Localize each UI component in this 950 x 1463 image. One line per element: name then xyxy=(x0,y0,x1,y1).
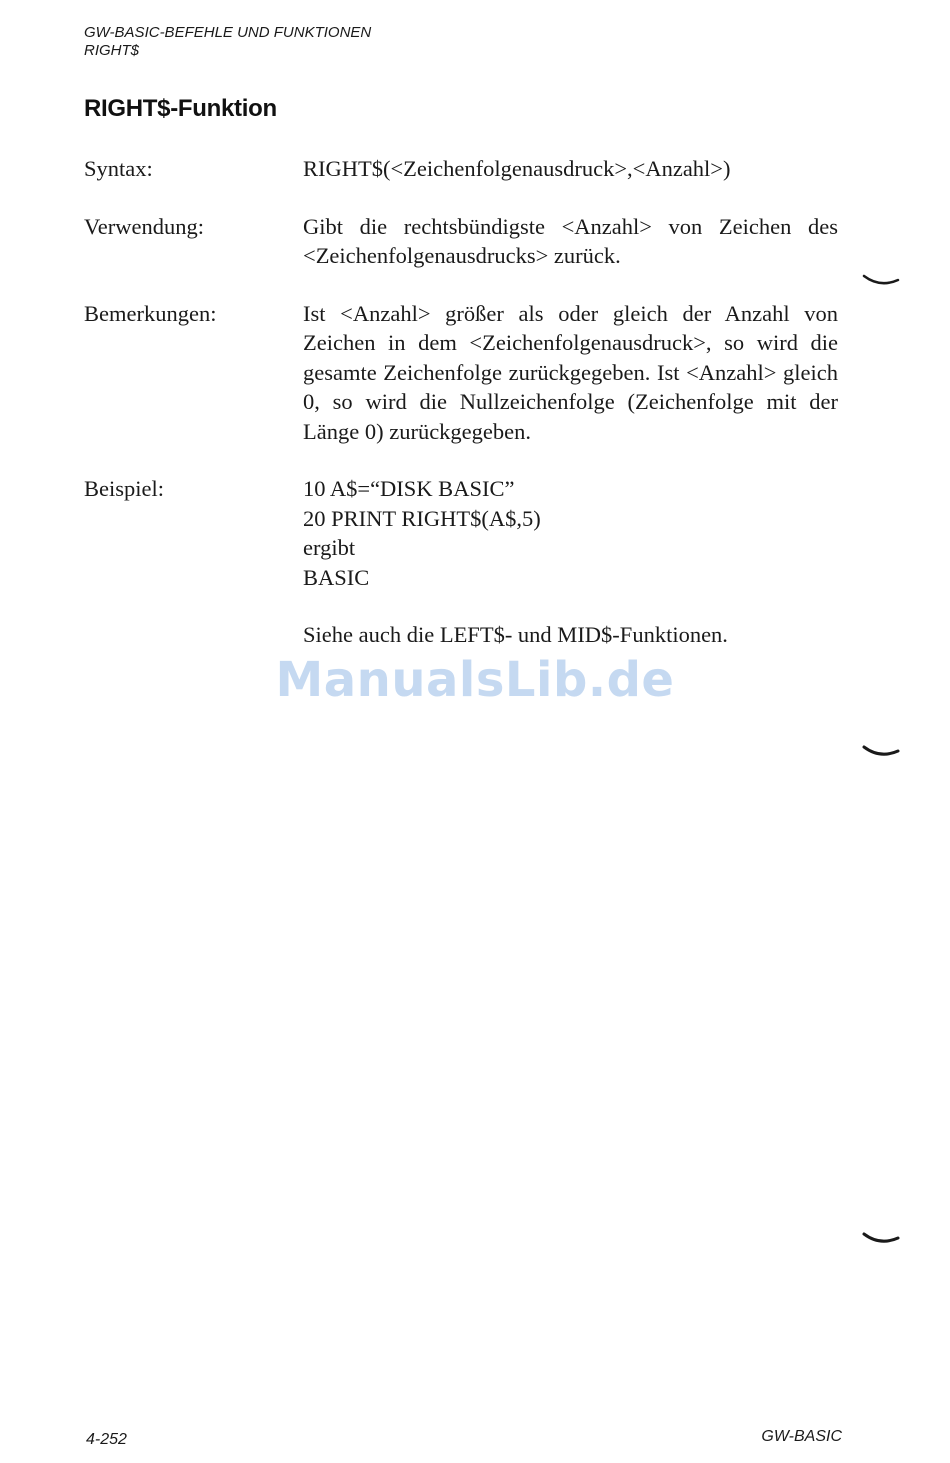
header-chapter: GW-BASIC-BEFEHLE UND FUNKTIONEN xyxy=(84,24,372,41)
entry-verwendung xyxy=(84,212,838,271)
entry-beispiel xyxy=(84,474,838,592)
entry-text-bemerkungen: Ist <Anzahl> größer als oder gleich der Anzahl von Zeichen in dem <Zeichenfolgenausdruck>, so wird die gesamte Zeichenfolge zurückgegeben. Ist <Anzahl> gleich 0, so wird die Nullzeichenfolge (Zeichenfolge mit der Länge 0) zurückgegeben. xyxy=(303,300,838,444)
entry-list xyxy=(84,154,838,650)
page-number: 4-252 xyxy=(86,1431,127,1448)
entry-label-syntax: Syntax: xyxy=(84,156,153,181)
page-title: RIGHT$-Funktion xyxy=(84,95,277,122)
entry-syntax xyxy=(84,154,838,184)
code-line: ergibt xyxy=(303,535,356,560)
running-header xyxy=(84,24,371,60)
entry-label-beispiel: Beispiel: xyxy=(84,476,164,501)
code-line: 20 PRINT RIGHT$(A$,5) xyxy=(303,505,541,531)
footer-product: GW-BASIC xyxy=(761,1428,842,1445)
entry-text-syntax: RIGHT$(<Zeichenfolgenausdruck>,<Anzahl>) xyxy=(303,156,731,181)
code-line: BASIC xyxy=(303,564,370,590)
binding-mark-icon xyxy=(862,274,900,286)
entry-text-verwendung: Gibt die rechtsbündigste <Anzahl> von Zeichen des <Zeichenfolgenausdrucks> zurück. xyxy=(303,213,838,268)
code-example xyxy=(303,474,838,592)
code-line: 10 A$=“DISK BASIC” xyxy=(303,476,515,501)
see-also-note: Siehe auch die LEFT$- und MID$-Funktionen. xyxy=(303,622,728,647)
binding-mark-icon xyxy=(862,1232,900,1244)
entry-label-bemerkungen: Bemerkungen: xyxy=(84,300,217,326)
entry-label-verwendung: Verwendung: xyxy=(84,213,204,239)
watermark-logo: ManualsLib.de xyxy=(275,652,675,708)
header-topic: RIGHT$ xyxy=(84,42,140,59)
entry-bemerkungen xyxy=(84,299,838,447)
binding-mark-icon xyxy=(862,745,900,757)
